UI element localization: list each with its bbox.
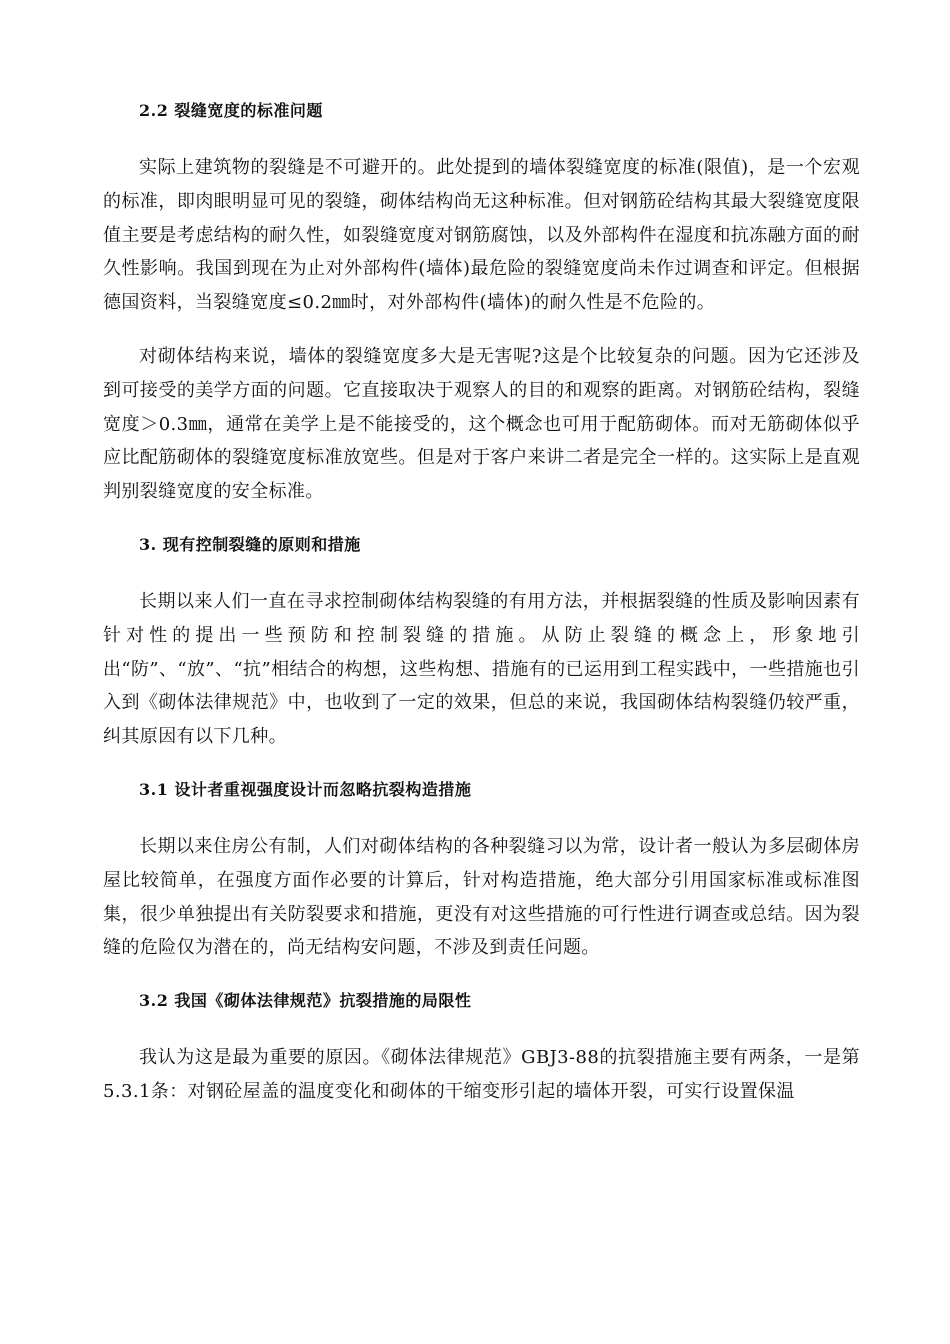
paragraph-masonry-harmless-width: 对砌体结构来说，墙体的裂缝宽度多大是无害呢?这是个比较复杂的问题。因为它还涉及到可接受的美学方面的问题。它直接取决于观察人的目的和观察的距离。对钢筋砼结构，裂缝宽度＞0.3㎜，通常在美学上是不能接受的，这个概念也可用于配筋砌体。而对无筋砌体似乎应比配筋砌体的裂缝宽度标准放宽些。但是对于客户来讲二者是完全一样的。这实际上是直观判别裂缝宽度的安全标准。 (103, 345, 860, 503)
spacer (103, 806, 860, 830)
spacer (103, 1017, 860, 1041)
paragraph-code-limitations: 我认为这是最为重要的原因。《砌体法律规范》GBJ3-88的抗裂措施主要有两条，一是第5.3.1条：对钢砼屋盖的温度变化和砌体的干缩变形引起的墙体开裂，可实行设置保温 (103, 1047, 860, 1102)
section-heading-3-2: 3.2 我国《砌体法律规范》抗裂措施的局限性 (139, 991, 472, 1011)
spacer (103, 965, 860, 985)
section-heading-3: 3. 现有控制裂缝的原则和措施 (139, 534, 361, 554)
spacer (103, 754, 860, 774)
paragraph-design-neglect: 长期以来住房公有制，人们对砌体结构的各种裂缝习以为常，设计者一般认为多层砌体房屋比较简单，在强度方面作必要的计算后，针对构造措施，绝大部分引用国家标准或标准图集，很少单独提出有关防裂要求和措施，更没有对这些措施的可行性进行调查或总结。因为裂缝的危险仅为潜在的，尚无结构安问题，不涉及到责任问题。 (103, 835, 860, 959)
paragraph-control-principles: 长期以来人们一直在寻求控制砌体结构裂缝的有用方法，并根据裂缝的性质及影响因素有针对性的提出一些预防和控制裂缝的措施。从防止裂缝的概念上，形象地引出“防”、“放”、“抗”相结合的构想，这些构想、措施有的已运用到工程实践中，一些措施也引入到《砌体法律规范》中，也收到了一定的效果，但总的来说，我国砌体结构裂缝仍较严重，纠其原因有以下几种。 (103, 590, 860, 748)
spacer (103, 320, 860, 340)
section-heading-3-1: 3.1 设计者重视强度设计而忽略抗裂构造措施 (139, 779, 472, 799)
paragraph-crack-width-standard: 实际上建筑物的裂缝是不可避开的。此处提到的墙体裂缝宽度的标准(限值)，是一个宏观的标准，即肉眼明显可见的裂缝，砌体结构尚无这种标准。但对钢筋砼结构其最大裂缝宽度限值主要是考虑结构的耐久性，如裂缝宽度对钢筋腐蚀，以及外部构件在湿度和抗冻融方面的耐久性影响。我国到现在为止对外部构件(墙体)最危险的裂缝宽度尚未作过调查和评定。但根据德国资料，当裂缝宽度≤0.2㎜时，对外部构件(墙体)的耐久性是不危险的。 (103, 157, 860, 314)
document-body (103, 95, 860, 1109)
spacer (103, 509, 860, 529)
spacer (103, 127, 860, 151)
spacer (103, 561, 860, 585)
section-heading-2-2: 2.2 裂缝宽度的标准问题 (139, 101, 323, 120)
